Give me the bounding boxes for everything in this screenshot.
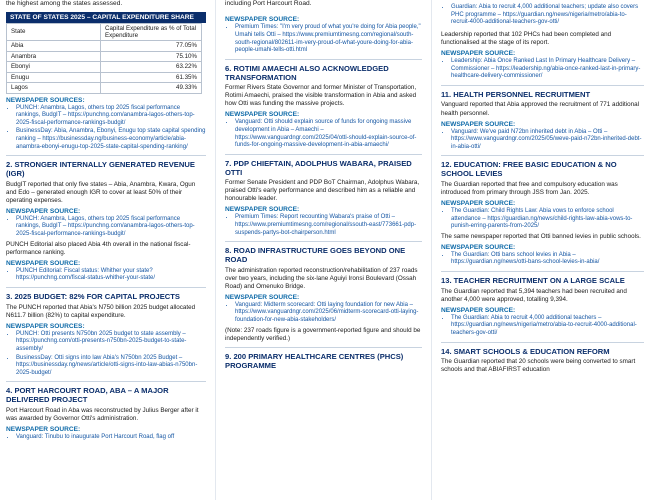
state-cell: Abia	[7, 41, 101, 51]
state-cell: Anambra	[7, 51, 101, 61]
source-list	[6, 434, 206, 442]
share-cell: 49.33%	[101, 83, 202, 93]
paragraph: The Guardian reported that 20 schools were being converted to smart schools and that ABIAFIRST education	[441, 358, 636, 374]
share-cell: 61.35%	[101, 72, 202, 82]
source-list	[225, 214, 422, 237]
source-link[interactable]: • The Guardian: Abia to recruit 4,000 additional teachers – https://guardian.ng/news/nigeria/metro/abia-to-recruit-4000-additional-teachers-gov-otti/	[451, 315, 644, 338]
section-title: 13. TEACHER RECRUITMENT ON A LARGE SCALE	[441, 276, 625, 286]
source-link[interactable]: • PUNCH: Otti presents N750bn 2025 budget to state assembly – https://punchng.com/otti-presents-n750bn-2025-budget-to-state-assembly/	[16, 331, 206, 354]
state-cell: Enugu	[7, 72, 101, 82]
paragraph: Port Harcourt Road in Aba was reconstructed by Julius Berger after it was awarded by Governor Otti's administration.	[6, 406, 199, 422]
source-list	[6, 216, 206, 239]
paragraph: including Port Harcourt Road.	[225, 0, 312, 7]
source-label: NEWSPAPER SOURCE:	[441, 243, 516, 251]
source-label: NEWSPAPER SOURCE:	[441, 49, 516, 57]
header-state: State	[7, 23, 101, 41]
source-list	[441, 58, 644, 81]
table-row	[7, 72, 202, 82]
source-list	[441, 315, 644, 338]
source-label: NEWSPAPER SOURCE:	[225, 206, 300, 214]
source-link[interactable]: • Vanguard: Tinubu to inaugurate Port Harcourt Road, flag off	[16, 434, 206, 442]
section-divider	[441, 155, 644, 156]
source-list	[441, 208, 644, 231]
column-2	[219, 0, 428, 500]
source-list	[6, 331, 206, 378]
column-divider	[431, 0, 432, 500]
section-divider	[6, 287, 206, 288]
section-title: 2. STRONGER INTERNALLY GENERATED REVENUE (IGR)	[6, 160, 195, 178]
capital-expenditure-table	[6, 23, 202, 94]
column-1	[0, 0, 212, 500]
source-label: NEWSPAPER SOURCE:	[225, 16, 300, 24]
section-divider	[441, 342, 644, 343]
source-link[interactable]: • Vanguard: Midterm scorecard: Otti laying foundation for new Abia – https://www.vanguardngr.com/2025/06/midterm-scorecard-otti-laying-foundation-for-new-abia-stakeholders/	[235, 302, 422, 325]
source-link[interactable]: • Premium Times: "I'm very proud of what you're doing for Abia people," Umahi tells Otti – https://www.premiumtimesng.com/regional/south-south-regional/802611-im-very-proud-of-what-youre-doing-for-abia-people-umahi-tells-otti.html	[235, 24, 422, 54]
source-list	[441, 252, 644, 267]
source-link[interactable]: • Guardian: Abia to recruit 4,000 additional teachers; update also covers PHC programme – https://guardian.ng/news/nigeria/metro/abia-to-recruit-4000-additional-teachers-gov-otti/	[451, 4, 644, 27]
source-list	[225, 24, 422, 54]
source-link[interactable]: • BusinessDay: Otti signs into law Abia's N750bn 2025 Budget – https://businessday.ng/news/article/otti-signs-into-law-abias-n750bn-2025-budget/	[16, 355, 206, 378]
paragraph: The Guardian reported that 5,394 teachers had been recruited and another 4,000 were approved, totalling 9,394.	[441, 287, 627, 303]
source-label: NEWSPAPER SOURCES:	[6, 96, 85, 104]
source-label: NEWSPAPER SOURCES:	[6, 322, 85, 330]
share-cell: 63.22%	[101, 62, 202, 72]
source-label: NEWSPAPER SOURCE:	[6, 259, 81, 267]
section-title: 6. ROTIMI AMAECHI ALSO ACKNOWLEDGED TRANSFORMATION	[225, 63, 389, 82]
source-link[interactable]: • Premium Times: Report recounting Wabara's praise of Otti – https://www.premiumtimesng.com/regional/ssouth-east/773661-pdp-suspends-partys-bot-chairperson.html	[235, 214, 422, 237]
paragraph: The same newspaper reported that Otti banned levies in public schools.	[441, 232, 641, 240]
section-divider	[225, 347, 422, 348]
table-row	[7, 83, 202, 93]
share-cell: 75.10%	[101, 51, 202, 61]
table-row	[7, 51, 202, 61]
source-label: NEWSPAPER SOURCE:	[441, 120, 516, 128]
section-title: 7. PDP CHIEFTAIN, ADOLPHUS WABARA, PRAISED OTTI	[225, 158, 412, 177]
header-share: Capital Expenditure as % of Total Expenditure	[101, 23, 202, 41]
source-link[interactable]: • The Guardian: Child Rights Law: Abia vows to enforce school attendance – https://guardian.ng/news/child-rights-law-abia-vows-to-punish-erring-parents-from-2025/	[451, 208, 644, 231]
paragraph: PUNCH Editorial also placed Abia 4th overall in the national fiscal-performance ranking.	[6, 240, 191, 256]
section-title: 8. ROAD INFRASTRUCTURE GOES BEYOND ONE ROAD	[225, 246, 406, 265]
source-link[interactable]: • PUNCH: Anambra, Lagos, others top 2025 fiscal performance rankings, BudgIT – https://punchng.com/anambra-lagos-others-top-2025-fiscal-performance-rankings-budgit/	[16, 216, 206, 239]
column-divider	[215, 0, 216, 500]
paragraph: Leadership reported that 102 PHCs had been completed and functionalised at the stage of its report.	[441, 30, 612, 46]
section-divider	[441, 85, 644, 86]
section-divider	[225, 59, 422, 60]
source-label: NEWSPAPER SOURCE:	[225, 111, 300, 119]
table-row	[7, 41, 202, 51]
section-title: 9. 200 PRIMARY HEALTHCARE CENTRES (PHCS) PROGRAMME	[225, 351, 404, 370]
source-link[interactable]: • The Guardian: Otti bans school levies in Abia – https://guardian.ng/news/otti-bans-school-levies-in-abia/	[451, 252, 644, 267]
paragraph: the highest among the states assessed.	[6, 0, 123, 7]
paragraph: The administration reported reconstruction/rehabilitation of 237 roads over two years, including the six-lane Aguiyi Ironsi Boulevard (Ossah Road) and Omenuko Bridge.	[225, 266, 418, 290]
note: (Note: 237 roads figure is a government-reported figure and should be independently verified.)	[225, 326, 421, 342]
section-title: 4. PORT HARCOURT ROAD, ABA – A MAJOR DELIVERED PROJECT	[6, 386, 169, 405]
share-cell: 77.05%	[101, 41, 202, 51]
paragraph: The Guardian reported that free and compulsory education was introduced from primary through JSS from Jan. 2025.	[441, 180, 618, 196]
column-3	[435, 0, 650, 500]
state-cell: Ebonyi	[7, 62, 101, 72]
table-row	[7, 62, 202, 72]
source-list	[225, 302, 422, 325]
paragraph: Former Senate President and PDP BoT Chairman, Adolphus Wabara, praised Otti's early performance and described him as a reliable and honourable leader.	[225, 179, 420, 203]
source-link[interactable]: • Leadership: Abia Once Ranked Last In Primary Healthcare Delivery – Commissioner – https://leadership.ng/abia-once-ranked-last-in-primary-healthcare-delivery-commissioner/	[451, 58, 644, 81]
source-label: NEWSPAPER SOURCE:	[6, 426, 81, 433]
section-divider	[225, 241, 422, 242]
table-title: STATE OF STATES 2025 – CAPITAL EXPENDITURE SHARE	[6, 12, 206, 23]
source-list	[441, 129, 644, 152]
paragraph: Vanguard reported that Abia approved the recruitment of 771 additional health personnel.	[441, 101, 640, 117]
source-label: NEWSPAPER SOURCE:	[6, 207, 81, 215]
source-label: NEWSPAPER SOURCE:	[441, 306, 516, 314]
state-cell: Lagos	[7, 83, 101, 93]
paragraph: Former Rivers State Governor and former Minister of Transportation, Rotimi Amaechi, praised the visible transformation in Abia and asked how Otti was funding the massive projects.	[225, 84, 417, 108]
section-title: 3. 2025 BUDGET: 82% FOR CAPITAL PROJECTS	[6, 292, 180, 301]
source-link[interactable]: • BusinessDay: Abia, Anambra, Ebonyi, Enugu top state capital spending ranking – https://businessday.ng/business-economy/article/abia-anambra-ebonyi-enugu-top-2025-state-capital-spending-ranking/	[16, 128, 206, 151]
table-header-row	[7, 23, 202, 41]
source-link[interactable]: • PUNCH: Anambra, Lagos, others top 2025 fiscal performance rankings, BudgIT – https://punchng.com/anambra-lagos-others-top-2025-fiscal-performance-rankings-budgit/	[16, 105, 206, 128]
source-link[interactable]: • PUNCH Editorial: Fiscal status: Whither your state? https://punchng.com/fiscal-status-whither-your-state/	[16, 268, 206, 283]
section-divider	[6, 155, 206, 156]
source-label: NEWSPAPER SOURCE:	[225, 293, 300, 301]
source-list	[225, 119, 422, 149]
section-title: 11. HEALTH PERSONNEL RECRUITMENT	[441, 89, 591, 99]
section-divider	[441, 271, 644, 272]
source-link[interactable]: • Vanguard: Otti should explain source of funds for ongoing massive development in Abia – Amaechi – https://www.vanguardngr.com/2025/04/otti-should-explain-source-of-funds-for-ongoing-massive-development-in-abia-amaechi/	[235, 119, 422, 149]
source-link[interactable]: • Vanguard: We've paid N72bn inherited debt in Abia – Otti – https://www.vanguardngr.com/2025/05/weve-paid-n72bn-inherited-debt-in-abia-otti/	[451, 129, 644, 152]
source-label: NEWSPAPER SOURCE:	[441, 199, 516, 207]
source-list	[441, 4, 644, 27]
source-list	[6, 268, 206, 283]
section-title: 14. SMART SCHOOLS & EDUCATION REFORM	[441, 346, 610, 356]
paragraph: BudgIT reported that only five states – Abia, Anambra, Kwara, Ogun and Edo – generated enough IGR to cover at least 50% of their operating expenses.	[6, 180, 196, 204]
section-divider	[6, 381, 206, 382]
section-title: 12. EDUCATION: FREE BASIC EDUCATION & NO SCHOOL LEVIES	[441, 160, 617, 179]
source-list	[6, 105, 206, 152]
paragraph: The PUNCH reported that Abia's N750 billion 2025 budget allocated N611.7 billion (82%) to capital expenditure.	[6, 303, 196, 319]
section-divider	[225, 154, 422, 155]
